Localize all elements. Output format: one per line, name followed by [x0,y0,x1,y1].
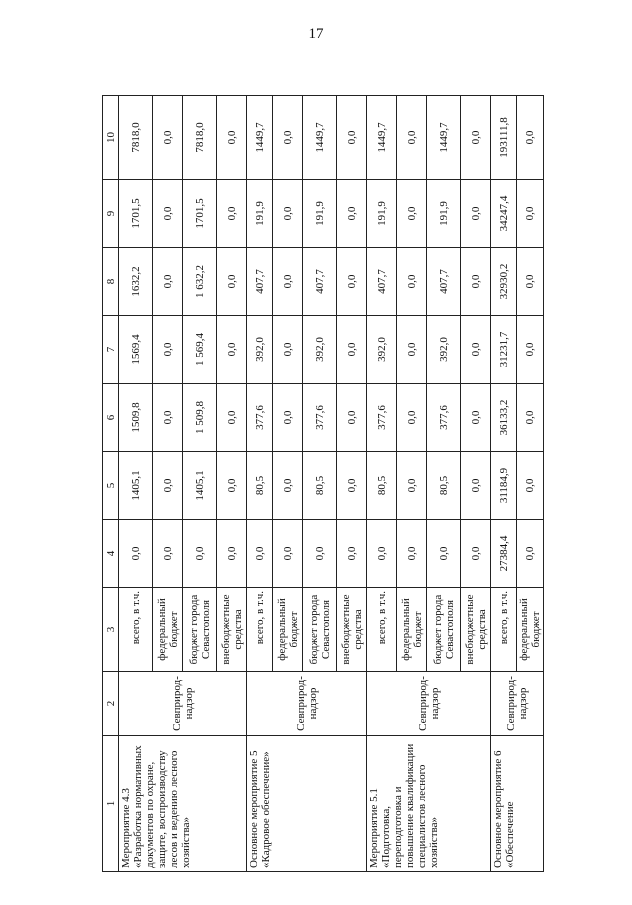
value-cell: 0,0 [397,316,427,384]
header-cell: 1 [103,736,119,872]
value-cell: 1405,1 [119,452,153,520]
value-cell: 0,0 [337,520,367,588]
value-cell: 193111,8 [491,96,517,180]
value-cell: 7818,0 [183,96,217,180]
value-cell: 1 569,4 [183,316,217,384]
value-cell: 0,0 [217,452,247,520]
value-cell: 0,0 [517,384,544,452]
value-cell: 0,0 [153,248,183,316]
header-cell: 7 [103,316,119,384]
value-cell: 0,0 [397,452,427,520]
executor-cell: Севприрод-надзор [367,672,491,736]
value-cell: 34247,4 [491,180,517,248]
value-cell: 191,9 [427,180,461,248]
table-row [119,96,153,872]
value-cell: 407,7 [247,248,273,316]
value-cell: 1449,7 [367,96,397,180]
funding-source-cell: всего, в т.ч. [491,588,517,672]
value-cell: 392,0 [247,316,273,384]
funding-source-cell: федеральный бюджет [397,588,427,672]
header-cell: 4 [103,520,119,588]
funding-source-cell: всего, в т.ч. [119,588,153,672]
value-cell: 377,6 [427,384,461,452]
value-cell: 1 632,2 [183,248,217,316]
value-cell: 0,0 [461,316,491,384]
value-cell: 0,0 [153,180,183,248]
value-cell: 0,0 [337,96,367,180]
value-cell: 1509,8 [119,384,153,452]
value-cell: 407,7 [303,248,337,316]
funding-source-cell: внебюджетные средства [217,588,247,672]
value-cell: 1701,5 [183,180,217,248]
value-cell: 0,0 [461,180,491,248]
funding-source-cell: бюджет города Севастополя [183,588,217,672]
funding-source-cell: внебюджетные средства [337,588,367,672]
value-cell: 0,0 [517,452,544,520]
measure-cell: Мероприятие 5.1 «Подготовка, переподготовка и повышение квалификации специалистов лесного хозяйства» [367,736,491,872]
funding-source-cell: внебюджетные средства [461,588,491,672]
value-cell: 0,0 [273,248,303,316]
value-cell: 0,0 [153,384,183,452]
header-cell: 3 [103,588,119,672]
value-cell: 0,0 [273,384,303,452]
value-cell: 0,0 [247,520,273,588]
value-cell: 0,0 [217,384,247,452]
value-cell: 1449,7 [247,96,273,180]
value-cell: 0,0 [517,520,544,588]
value-cell: 0,0 [337,316,367,384]
value-cell: 0,0 [153,96,183,180]
value-cell: 1449,7 [303,96,337,180]
header-row [103,96,119,872]
value-cell: 191,9 [303,180,337,248]
header-cell: 5 [103,452,119,520]
executor-cell: Севприрод-надзор [491,672,544,736]
value-cell: 1449,7 [427,96,461,180]
table-row [491,96,517,872]
value-cell: 407,7 [427,248,461,316]
value-cell: 0,0 [273,520,303,588]
value-cell: 0,0 [337,180,367,248]
value-cell: 0,0 [461,96,491,180]
value-cell: 392,0 [367,316,397,384]
executor-cell: Севприрод-надзор [119,672,247,736]
table-container [102,96,542,872]
value-cell: 0,0 [517,316,544,384]
value-cell: 80,5 [303,452,337,520]
table-row [367,96,397,872]
value-cell: 0,0 [153,452,183,520]
page-number: 17 [308,26,324,42]
value-cell: 191,9 [367,180,397,248]
measure-cell: Основное мероприятие 5 «Кадровое обеспечение» [247,736,367,872]
value-cell: 0,0 [397,520,427,588]
value-cell: 31184,9 [491,452,517,520]
value-cell: 0,0 [427,520,461,588]
value-cell: 0,0 [397,384,427,452]
value-cell: 0,0 [217,248,247,316]
value-cell: 0,0 [461,248,491,316]
header-cell: 9 [103,180,119,248]
value-cell: 377,6 [247,384,273,452]
value-cell: 0,0 [273,180,303,248]
funding-source-cell: всего, в т.ч. [247,588,273,672]
value-cell: 0,0 [517,248,544,316]
value-cell: 0,0 [367,520,397,588]
value-cell: 1701,5 [119,180,153,248]
value-cell: 1 509,8 [183,384,217,452]
value-cell: 1632,2 [119,248,153,316]
value-cell: 0,0 [517,180,544,248]
funding-source-cell: федеральный бюджет [273,588,303,672]
value-cell: 191,9 [247,180,273,248]
value-cell: 0,0 [273,96,303,180]
measure-cell: Мероприятие 4.3 «Разработка нормативных документов по охране, защите, воспроизводству лесов и ведению лесного хозяйства» [119,736,247,872]
value-cell: 392,0 [427,316,461,384]
value-cell: 0,0 [183,520,217,588]
value-cell: 0,0 [217,96,247,180]
value-cell: 27384,4 [491,520,517,588]
value-cell: 0,0 [337,248,367,316]
value-cell: 0,0 [153,316,183,384]
value-cell: 80,5 [247,452,273,520]
value-cell: 0,0 [273,452,303,520]
value-cell: 0,0 [217,316,247,384]
value-cell: 377,6 [367,384,397,452]
value-cell: 377,6 [303,384,337,452]
value-cell: 1405,1 [183,452,217,520]
value-cell: 0,0 [217,180,247,248]
header-cell: 6 [103,384,119,452]
budget-table [102,95,544,872]
funding-source-cell: федеральный бюджет [153,588,183,672]
table-row [247,96,273,872]
header-cell: 2 [103,672,119,736]
value-cell: 31231,7 [491,316,517,384]
header-cell: 8 [103,248,119,316]
value-cell: 407,7 [367,248,397,316]
header-cell: 10 [103,96,119,180]
table-body [103,96,544,872]
value-cell: 0,0 [337,384,367,452]
value-cell: 7818,0 [119,96,153,180]
value-cell: 0,0 [397,96,427,180]
value-cell: 0,0 [337,452,367,520]
rotated-table-frame [102,96,542,872]
value-cell: 36133,2 [491,384,517,452]
value-cell: 0,0 [517,96,544,180]
value-cell: 0,0 [461,384,491,452]
value-cell: 0,0 [119,520,153,588]
value-cell: 0,0 [397,248,427,316]
value-cell: 0,0 [303,520,337,588]
value-cell: 0,0 [273,316,303,384]
value-cell: 392,0 [303,316,337,384]
funding-source-cell: бюджет города Севастополя [303,588,337,672]
value-cell: 80,5 [427,452,461,520]
value-cell: 0,0 [461,452,491,520]
funding-source-cell: всего, в т.ч. [367,588,397,672]
measure-cell: Основное мероприятие 6 «Обеспечение [491,736,544,872]
value-cell: 0,0 [397,180,427,248]
value-cell: 80,5 [367,452,397,520]
value-cell: 1569,4 [119,316,153,384]
executor-cell: Севприрод-надзор [247,672,367,736]
value-cell: 0,0 [461,520,491,588]
value-cell: 32930,2 [491,248,517,316]
value-cell: 0,0 [153,520,183,588]
funding-source-cell: бюджет города Севастополя [427,588,461,672]
value-cell: 0,0 [217,520,247,588]
funding-source-cell: федеральный бюджет [517,588,544,672]
